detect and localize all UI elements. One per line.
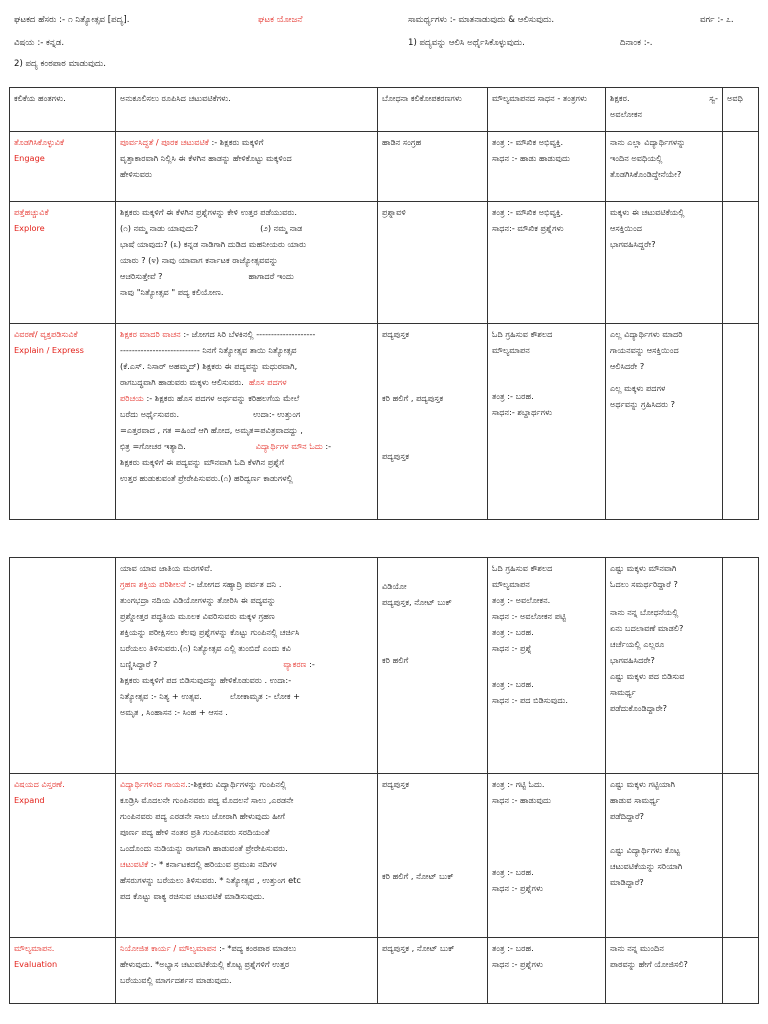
- activity-expand: ವಿದ್ಯಾರ್ಥಿಗಳಿಂದ ಗಾಯನ.:-ಶಿಕ್ಷಕರು ವಿದ್ಯಾರ್ಥಿಗಳನ್ನು ಗುಂಪಿನಲ್ಲಿ ಕೂಡ್ರಿಸಿ ಮೊದಲನೇ ಗುಂಪಿನವರು ಪದ್ಯ ಮೊದಲನೆ ಸಾಲು ,ಎರಡನೇ ಗುಂಪಿನವರು ಪದ್ಯ ಎರಡನೇ ಸಾಲು ಜೋರಾಗಿ ಹೇಳುವುದು ಹೀಗೆ ಪೂರ್ಣ ಪದ್ಯ ಹೇಳಿ ನಂತರ ಪ್ರತಿ ಗುಂಪಿನವರು ಸರದಿಯಂತೆ ಒಂದೊಂದು ನುಡಿಯನ್ನು ರಾಗವಾಗಿ ಹಾಡುವಂತೆ ಪ್ರೇರೇಪಿಸುವರು. ಚಟುವಟಿಕೆ :- * ಕರ್ನಾಟಕದಲ್ಲಿ ಹರಿಯುವ ಪ್ರಮುಖ ನದಿಗಳ ಹೆಸರುಗಳನ್ನು ಬರೆಯಲು ತಿಳಿಸುವರು. * ನಿತ್ಯೋತ್ಸವ , ಉತ್ತುಂಗ etc ಪದ ಕೊಟ್ಟು ವಾಕ್ಯ ರಚಿಸುವ ಚಟುವಟಿಕೆ ಮಾಡಿಸುವುದು.: [116, 774, 378, 938]
- stage-evaluation: ಮೌಲ್ಯಮಾಪನ. Evaluation: [10, 938, 116, 1004]
- activity-explore: ಶಿಕ್ಷಕರು ಮಕ್ಕಳಿಗೆ ಈ ಕೆಳಗಿನ ಪ್ರಶ್ನೆಗಳನ್ನು ಕೇಳಿ ಉತ್ತರ ಪಡೆಯುವರು. (೧) ನಮ್ಮ ನಾಡು ಯಾವುದು? (೨) ನಮ್ಮ ನಾಡ ಭಾಷೆ ಯಾವುದು? (೩) ಕನ್ನಡ ನಾಡಿಗಾಗಿ ದುಡಿದ ಮಹನೀಯರು ಯಾರು ಯಾರು ? (೪) ನಾವು ಯಾವಾಗ ಕರ್ನಾಟಕ ರಾಜ್ಯೋತ್ಸವವನ್ನು ಆಚರಿಸುತ್ತೇವೆ ? ಹಾಗಾದರೆ ಇಂದು ನಾವು "ನಿತ್ಯೋತ್ಸವ " ಪದ್ಯ ಕಲಿಯೋಣ.: [116, 202, 378, 324]
- stage-continued: [10, 558, 116, 774]
- activity-explain: ಶಿಕ್ಷಕರ ಮಾದರಿ ವಾಚನ :- ಜೋಗದ ಸಿರಿ ಬೆಳಕಿನಲ್ಲಿ -------------------- --------------------------- ನಿನಗೆ ನಿತ್ಯೋತ್ಸವ ತಾಯಿ ನಿತ್ಯೋತ್ಸವ (ಕೆ.ಎಸ್. ನಿಸಾರ್ ಅಹಮ್ಮದ್) ಶಿಕ್ಷಕರು ಈ ಪದ್ಯವನ್ನು ಮಧುರವಾಗಿ, ರಾಗಬದ್ಧವಾಗಿ ಹಾಡುವರು ಮಕ್ಕಳು ಆಲಿಸುವರು. ಹೊಸ ಪದಗಳ ಪರಿಚಯ :- ಶಿಕ್ಷಕರು ಹೊಸ ಪದಗಳ ಅರ್ಥವನ್ನು ಕರಿಹಲಗೆಯ ಮೇಲೆ ಬರೆದು ಅರ್ಥೈಸುವರು. ಉದಾ:- ಉತ್ತುಂಗ =ಎತ್ತರವಾದ , ಗತ =ಹಿಂದೆ ಆಗಿ ಹೋದ, ಅಮೃತ=ಪವಿತ್ರವಾದದ್ದು , ಛಿತ್ರ =ಗೋಚರ ಇತ್ಯಾದಿ. ವಿದ್ಯಾರ್ಥಿಗಳ ಮೌನ ಓದು :- ಶಿಕ್ಷಕರು ಮಕ್ಕಳಿಗೆ ಈ ಪದ್ಯವನ್ನು ಮೌನವಾಗಿ ಓದಿ ಕೆಳಗಿನ ಪ್ರಶ್ನೆಗೆ ಉತ್ತರ ಹುಡುಕುವಂತೆ ಪ್ರೇರೇಪಿಸುವರು.(೧) ಹರಿದ್ವರ್ಣ ಕಾಡುಗಳಲ್ಲಿ: [116, 324, 378, 520]
- tlm-continued: ವಿಡಿಯೋ ಪದ್ಯಪುಸ್ತಕ, ನೋಟ್ ಬುಕ್ ಕರಿ ಹಲಿಗೆ: [378, 558, 488, 774]
- eval-explain: ಓದಿ ಗ್ರಹಿಸುವ ಕೌಶಲದ ಮೌಲ್ಯಮಾಪನ ತಂತ್ರ :- ಬರಹ. ಸಾಧನ:- ಶಬ್ದಾರ್ಥಗಳು: [488, 324, 606, 520]
- period-expand: [723, 774, 759, 938]
- col-period-header: ಅವಧಿ: [723, 88, 759, 132]
- lesson-plan-table-1: [9, 87, 759, 520]
- date: ದಿನಾಂಕ :-.: [620, 38, 653, 48]
- competency: ಸಾಮರ್ಥ್ಯಗಳು :- ಮಾತನಾಡುವುದು & ಆಲಿಸುವುದು.: [408, 15, 555, 25]
- tlm-expand: ಪದ್ಯಪುಸ್ತಕ ಕರಿ ಹಲಿಗೆ , ನೋಟ್ ಬುಕ್: [378, 774, 488, 938]
- tlm-engage: ಹಾಡಿನ ಸಂಗ್ರಹ: [378, 132, 488, 202]
- period-continued: [723, 558, 759, 774]
- stage-engage: ತೊಡಗಿಸಿಕೊಳ್ಳುವಿಕೆ Engage: [10, 132, 116, 202]
- col-stage-header: ಕಲಿಕೆಯ ಹಂತಗಳು.: [10, 88, 116, 132]
- stage-expand: ವಿಷಯದ ವಿಸ್ತರಣೆ. Expand: [10, 774, 116, 938]
- stage-explore: ಪತ್ತೆಹಚ್ಚುವಿಕೆ Explore: [10, 202, 116, 324]
- stage-explain: ವಿವರಣೆ/ ವ್ಯಕ್ತಪಡಿಸುವಿಕೆ Explain / Express: [10, 324, 116, 520]
- row-evaluation: [10, 938, 759, 1004]
- obs-engage: ನಾನು ಎಲ್ಲಾ ವಿದ್ಯಾರ್ಥಿಗಳನ್ನು ಇಂದಿನ ಅವಧಿಯಲ್ಲಿ ತೊಡಗಿಸಿಕೊಂಡಿದ್ದೇನೆಯೇ?: [606, 132, 723, 202]
- tlm-evaluation: ಪದ್ಯಪುಸ್ತಕ , ನೋಟ್ ಬುಕ್: [378, 938, 488, 1004]
- plan-title: ಘಟಕ ಯೋಜನೆ: [258, 15, 303, 25]
- tlm-explore: ಪ್ರಶ್ನಾವಳಿ: [378, 202, 488, 324]
- eval-continued: ಓದಿ ಗ್ರಹಿಸುವ ಕೌಶಲದ ಮೌಲ್ಯಮಾಪನ ತಂತ್ರ :- ಅವಲೋಕನ. ಸಾಧನ :- ಅವಲೋಕನ ಪಟ್ಟಿ ತಂತ್ರ :- ಬರಹ. ಸಾಧನ :- ಪ್ರಶ್ನೆ ತಂತ್ರ :- ಬರಹ. ಸಾಧನ :- ಪದ ಬಿಡಿಸುವುದು.: [488, 558, 606, 774]
- row-explain-continued: [10, 558, 759, 774]
- obs-evaluation: ನಾನು ನನ್ನ ಮುಂದಿನ ಪಾಠವನ್ನು ಹೇಗೆ ಯೋಜಿಸಲಿ?: [606, 938, 723, 1004]
- objective-2: 2) ಪದ್ಯ ಕಂಠಪಾಠ ಮಾಡುವುದು.: [14, 59, 107, 69]
- unit-name: ಘಟಕದ ಹೆಸರು :- ೧ ನಿತ್ಯೋತ್ಸವ [ಪದ್ಯ].: [14, 15, 130, 25]
- eval-engage: ತಂತ್ರ :- ಮೌಖಿಕ ಅಭಿವ್ಯಕ್ತಿ. ಸಾಧನ :- ಹಾಡು ಹಾಡುವುದು: [488, 132, 606, 202]
- col-activities-header: ಅನುಕೂಲಿಸಲು ರೂಪಿಸಿದ ಚಟುವಟಿಕೆಗಳು.: [116, 88, 378, 132]
- row-expand: [10, 774, 759, 938]
- col-evaluation-header: ಮೌಲ್ಯಮಾಪನದ ಸಾಧನ - ತಂತ್ರಗಳು: [488, 88, 606, 132]
- period-explain: [723, 324, 759, 520]
- obs-explain: ಎಲ್ಲ ವಿದ್ಯಾರ್ಥಿಗಳು ಮಾದರಿ ಗಾಯನವನ್ನು ಆಸಕ್ತಿಯಿಂದ ಆಲಿಸಿದರೇ ? ಎಲ್ಲ ಮಕ್ಕಳು ಪದಗಳ ಅರ್ಥವನ್ನು ಗ್ರಹಿಸಿದರು ?: [606, 324, 723, 520]
- lesson-plan-table-2: [9, 557, 759, 1004]
- period-explore: [723, 202, 759, 324]
- activity-continued: ಯಾವ ಯಾವ ಜಾತಿಯ ಮರಗಳಿವೆ. ಗ್ರಹಣ ಶಕ್ತಿಯ ಪರಿಶೀಲನೆ :- ಜೋಗದ ಸಹ್ಯಾದ್ರಿ ಪರ್ವತ ದನಿ . ತುಂಗಭದ್ರಾ ನದಿಯ ವಿಡಿಯೋಗಳನ್ನು ತೋರಿಸಿ ಈ ಪದ್ಯವನ್ನು ಪ್ರಶ್ನೋತ್ತರ ಪದ್ಧತಿಯ ಮೂಲಕ ವಿವರಿಸುವರು ಮಕ್ಕಳ ಗ್ರಹಣ ಶಕ್ತಿಯನ್ನು ಪರೀಕ್ಷಿಸಲು ಕೆಲವು ಪ್ರಶ್ನೆಗಳನ್ನು ಕೊಟ್ಟು ಗುಂಪಿನಲ್ಲಿ ಚರ್ಚಿಸಿ ಬರೆಯಲು ತಿಳಿಸುವರು.(೧) ನಿತ್ಯೋತ್ಸವ ಎಲ್ಲಿ ತುಂಬಿದೆ ಎಂದು ಕವಿ ಬಣ್ಣಿಸಿದ್ದಾರೆ ? ವ್ಯಾಕರಣ :- ಶಿಕ್ಷಕರು ಮಕ್ಕಳಿಗೆ ಪದ ಬಿಡಿಸುವುದನ್ನು ಹೇಳಿಕೊಡುವರು . ಉದಾ:- ನಿತ್ಯೋತ್ಸವ :- ನಿತ್ಯ + ಉತ್ಸವ. ಲೋಕಾಮೃತ :- ಲೋಕ + ಅಮೃತ , ಸಿಂಹಾಸನ :- ಸಿಂಹ + ಆಸನ .: [116, 558, 378, 774]
- obs-expand: ಎಷ್ಟು ಮಕ್ಕಳು ಗಟ್ಟಿಯಾಗಿ ಹಾಡುವ ಸಾಮರ್ಥ್ಯ ಪಡೆದಿದ್ದಾರೆ? ಎಷ್ಟು ವಿದ್ಯಾರ್ಥಿಗಳು ಕೊಟ್ಟ ಚಟುವಟಿಕೆಯನ್ನು ಸರಿಯಾಗಿ ಮಾಡಿದ್ದಾರೆ?: [606, 774, 723, 938]
- eval-expand: ತಂತ್ರ :- ಗಟ್ಟಿ ಓದು. ಸಾಧನ :- ಹಾಡುವುದು ತಂತ್ರ :- ಬರಹ. ಸಾಧನ :- ಪ್ರಶ್ನೆಗಳು: [488, 774, 606, 938]
- col-observation-header: ಶಿಕ್ಷಕರ. ಸ್ವ- ಅವಲೋಕನ: [606, 88, 723, 132]
- obs-explore: ಮಕ್ಕಳು ಈ ಚಟುವಟಿಕೆಯಲ್ಲಿ ಆಸಕ್ತಿಯಿಂದ ಭಾಗವಹಿಸಿದ್ದರೇ?: [606, 202, 723, 324]
- col-tlm-header: ಬೋಧನಾ ಕಲಿಕೋಪಕರಣಗಳು: [378, 88, 488, 132]
- row-explain: [10, 324, 759, 520]
- grade: ವರ್ಗ :- ೭.: [700, 15, 734, 25]
- activity-evaluation: ನಿಯೋಜಿತ ಕಾರ್ಯ / ಮೌಲ್ಯಮಾಪನ :- *ಪದ್ಯ ಕಂಠಪಾಠ ಮಾಡಲು ಹೇಳುವುದು. *ಅಭ್ಯಾಸ ಚಟುವಟಿಕೆಯಲ್ಲಿ ಕೊಟ್ಟ ಪ್ರಶ್ನೆಗಳಿಗೆ ಉತ್ತರ ಬರೆಯುವಲ್ಲಿ ಮಾರ್ಗದರ್ಶನ ಮಾಡುವುದು.: [116, 938, 378, 1004]
- row-explore: [10, 202, 759, 324]
- period-evaluation: [723, 938, 759, 1004]
- obs-continued: ಎಷ್ಟು ಮಕ್ಕಳು ಮೌನವಾಗಿ ಓದಲು ಸಮರ್ಥರಿದ್ದಾರೆ ? ನಾನು ನನ್ನ ಬೋಧನೆಯಲ್ಲಿ ಏನು ಬದಲಾವಣೆ ಮಾಡಲಿ? ಚರ್ಚೆಯಲ್ಲಿ ಎಲ್ಲರೂ ಭಾಗವಹಿಸಿದರೇ? ಎಷ್ಟು ಮಕ್ಕಳು ಪದ ಬಿಡಿಸುವ ಸಾಮರ್ಥ್ಯ ಪಡೆದುಕೊಂಡಿದ್ದಾರೇ?: [606, 558, 723, 774]
- period-engage: [723, 132, 759, 202]
- eval-explore: ತಂತ್ರ :- ಮೌಖಿಕ ಅಭಿವ್ಯಕ್ತಿ. ಸಾಧನ:- ಮೌಖಿಕ ಪ್ರಶ್ನೆಗಳು: [488, 202, 606, 324]
- objective-1: 1) ಪದ್ಯವನ್ನು ಆಲಿಸಿ ಅರ್ಥೈಸಿಕೊಳ್ಳುವುದು.: [408, 38, 525, 48]
- subject: ವಿಷಯ :- ಕನ್ನಡ.: [14, 38, 65, 48]
- eval-evaluation: ತಂತ್ರ :- ಬರಹ. ಸಾಧನ :- ಪ್ರಶ್ನೆಗಳು: [488, 938, 606, 1004]
- row-engage: [10, 132, 759, 202]
- header-row: [10, 88, 759, 132]
- tlm-explain: ಪದ್ಯಪುಸ್ತಕ ಕರಿ ಹಲಿಗೆ , ಪದ್ಯಪುಸ್ತಕ ಪದ್ಯಪುಸ್ತಕ: [378, 324, 488, 520]
- activity-engage: ಪೂರ್ವಸಿದ್ಧತೆ / ಪೂರಕ ಚಟುವಟಿಕೆ :- ಶಿಕ್ಷಕರು ಮಕ್ಕಳಿಗೆ ವೃತ್ತಾಕಾರವಾಗಿ ನಿಲ್ಲಿಸಿ ಈ ಕೆಳಗಿನ ಹಾಡನ್ನು ಹೇಳಿಕೊಟ್ಟು ಮಕ್ಕಳಿಂದ ಹೇಳಿಸುವರು: [116, 132, 378, 202]
